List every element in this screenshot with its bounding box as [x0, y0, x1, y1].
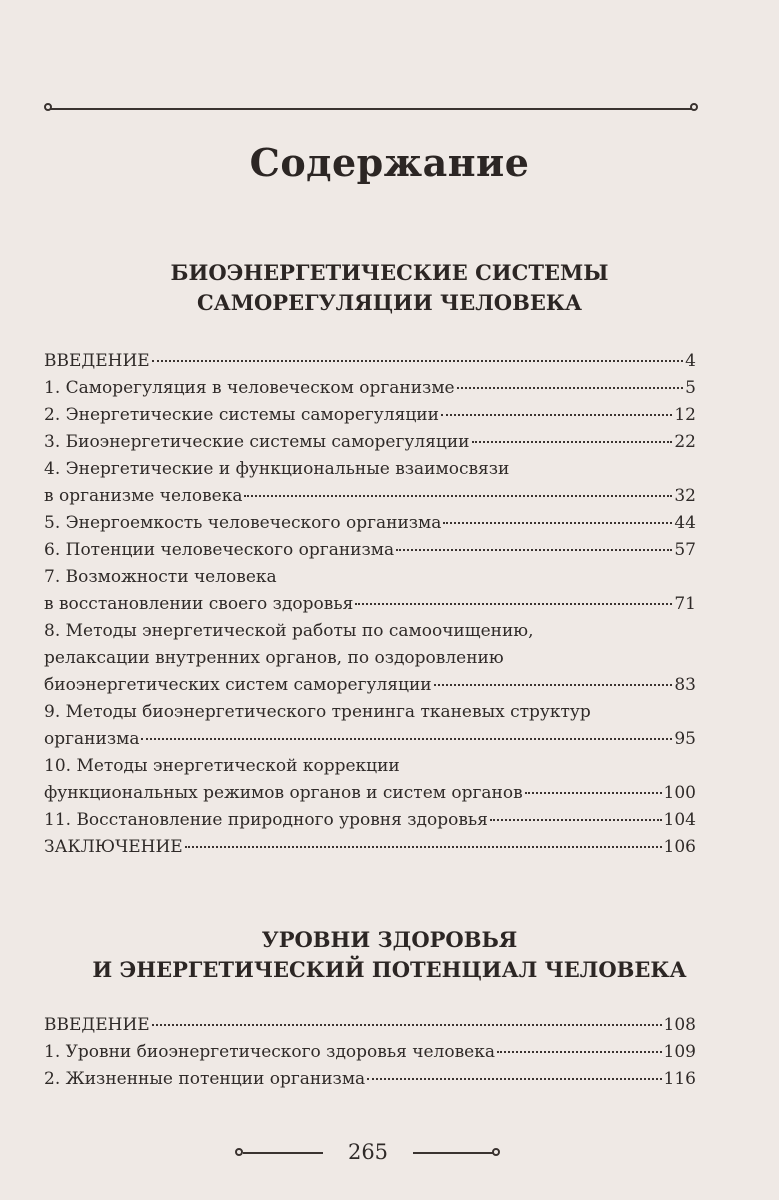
toc-entry[interactable]: [44, 1039, 696, 1066]
section1-title-line: САМОРЕГУЛЯЦИИ ЧЕЛОВЕКА: [196, 290, 583, 315]
toc-entry-title: 1. Саморегуляция в человеческом организме: [44, 378, 455, 398]
toc-entry-title: ЗАКЛЮЧЕНИЕ: [44, 837, 183, 857]
toc-page-number: 116: [663, 1069, 696, 1089]
toc-entry[interactable]: [44, 510, 696, 537]
section1-title: [0, 258, 779, 318]
toc-page-number: 12: [674, 405, 696, 425]
toc-entry-title: биоэнергетических систем саморегуляции: [44, 675, 432, 695]
toc-page-number: 83: [674, 675, 696, 695]
page-footer: [235, 1138, 500, 1168]
toc-entry-text: 4. Энергетические и функциональные взаимосвязи: [44, 459, 510, 479]
dot-leader: [396, 548, 672, 551]
section1-toc: [44, 348, 696, 861]
toc-page-number: 106: [663, 837, 696, 857]
toc-entry-text: релаксации внутренних органов, по оздоровлению: [44, 648, 504, 668]
toc-page-number: 108: [663, 1015, 696, 1035]
toc-page-number: 22: [674, 432, 696, 452]
dot-leader: [457, 386, 684, 389]
page-number: 265: [347, 1140, 389, 1164]
toc-page-number: 4: [685, 351, 696, 371]
toc-entry-line: [44, 645, 696, 672]
section2-title-line: УРОВНИ ЗДОРОВЬЯ: [261, 927, 518, 952]
dot-leader: [443, 521, 672, 524]
section1-title-line: БИОЭНЕРГЕТИЧЕСКИЕ СИСТЕМЫ: [170, 260, 609, 285]
toc-entry[interactable]: [44, 537, 696, 564]
toc-page-number: 32: [674, 486, 696, 506]
toc-entry-title: ВВЕДЕНИЕ: [44, 351, 150, 371]
ornament-dot-right: [690, 103, 698, 111]
toc-entry[interactable]: [44, 348, 696, 375]
toc-entry-title: функциональных режимов органов и систем органов: [44, 783, 523, 803]
toc-entry-title: 5. Энергоемкость человеческого организма: [44, 513, 442, 533]
toc-entry-title: организма: [44, 729, 140, 749]
dot-leader: [355, 602, 672, 605]
toc-entry[interactable]: [44, 726, 696, 753]
toc-entry-title: 3. Биоэнергетические системы саморегуляции: [44, 432, 470, 452]
toc-entry[interactable]: [44, 402, 696, 429]
toc-entry[interactable]: [44, 591, 696, 618]
toc-entry-title: в организме человека: [44, 486, 243, 506]
footer-ornament-dot-right: [492, 1148, 500, 1156]
toc-entry-text: 8. Методы энергетической работы по самоочищению,: [44, 621, 534, 641]
dot-leader: [434, 683, 673, 686]
dot-leader: [152, 1023, 662, 1026]
dot-leader: [185, 845, 662, 848]
section2-title: [0, 925, 779, 985]
toc-entry[interactable]: [44, 429, 696, 456]
toc-page-number: 44: [674, 513, 696, 533]
dot-leader: [244, 494, 672, 497]
toc-entry[interactable]: [44, 483, 696, 510]
section2-toc: [44, 1012, 696, 1093]
toc-entry[interactable]: [44, 807, 696, 834]
toc-entry-line: [44, 456, 696, 483]
toc-page-number: 100: [663, 783, 696, 803]
top-ornament-rule: [44, 103, 698, 115]
dot-leader: [441, 413, 672, 416]
toc-entry-title: в восстановлении своего здоровья: [44, 594, 354, 614]
toc-page-number: 71: [674, 594, 696, 614]
footer-ornament-line-left: [243, 1152, 323, 1154]
toc-page-number: 104: [663, 810, 696, 830]
toc-entry-line: [44, 753, 696, 780]
toc-entry-title: 2. Жизненные потенции организма: [44, 1069, 366, 1089]
toc-entry-text: 10. Методы энергетической коррекции: [44, 756, 400, 776]
toc-entry-title: 2. Энергетические системы саморегуляции: [44, 405, 439, 425]
toc-entry[interactable]: [44, 780, 696, 807]
toc-page-number: 5: [685, 378, 696, 398]
toc-entry-text: 9. Методы биоэнергетического тренинга тканевых структур: [44, 702, 591, 722]
dot-leader: [152, 359, 683, 362]
toc-entry-title: 6. Потенции человеческого организма: [44, 540, 395, 560]
page-title: Содержание: [249, 140, 530, 185]
dot-leader: [472, 440, 673, 443]
toc-entry[interactable]: [44, 1012, 696, 1039]
footer-ornament-dot-left: [235, 1148, 243, 1156]
toc-entry[interactable]: [44, 672, 696, 699]
footer-ornament-line-right: [413, 1152, 493, 1154]
toc-entry[interactable]: [44, 834, 696, 861]
dot-leader: [141, 737, 672, 740]
toc-entry-line: [44, 564, 696, 591]
dot-leader: [525, 791, 662, 794]
dot-leader: [497, 1050, 662, 1053]
toc-entry-title: 11. Восстановление природного уровня здоровья: [44, 810, 488, 830]
toc-page-number: 95: [674, 729, 696, 749]
toc-entry-title: ВВЕДЕНИЕ: [44, 1015, 150, 1035]
ornament-line: [50, 108, 692, 110]
toc-entry-line: [44, 618, 696, 645]
toc-entry-title: 1. Уровни биоэнергетического здоровья человека: [44, 1042, 495, 1062]
toc-page-number: 109: [663, 1042, 696, 1062]
toc-entry[interactable]: [44, 1066, 696, 1093]
toc-entry[interactable]: [44, 375, 696, 402]
toc-page-number: 57: [674, 540, 696, 560]
toc-entry-line: [44, 699, 696, 726]
section2-title-line: И ЭНЕРГЕТИЧЕСКИЙ ПОТЕНЦИАЛ ЧЕЛОВЕКА: [92, 957, 687, 982]
dot-leader: [367, 1077, 661, 1080]
dot-leader: [490, 818, 662, 821]
toc-entry-text: 7. Возможности человека: [44, 567, 277, 587]
